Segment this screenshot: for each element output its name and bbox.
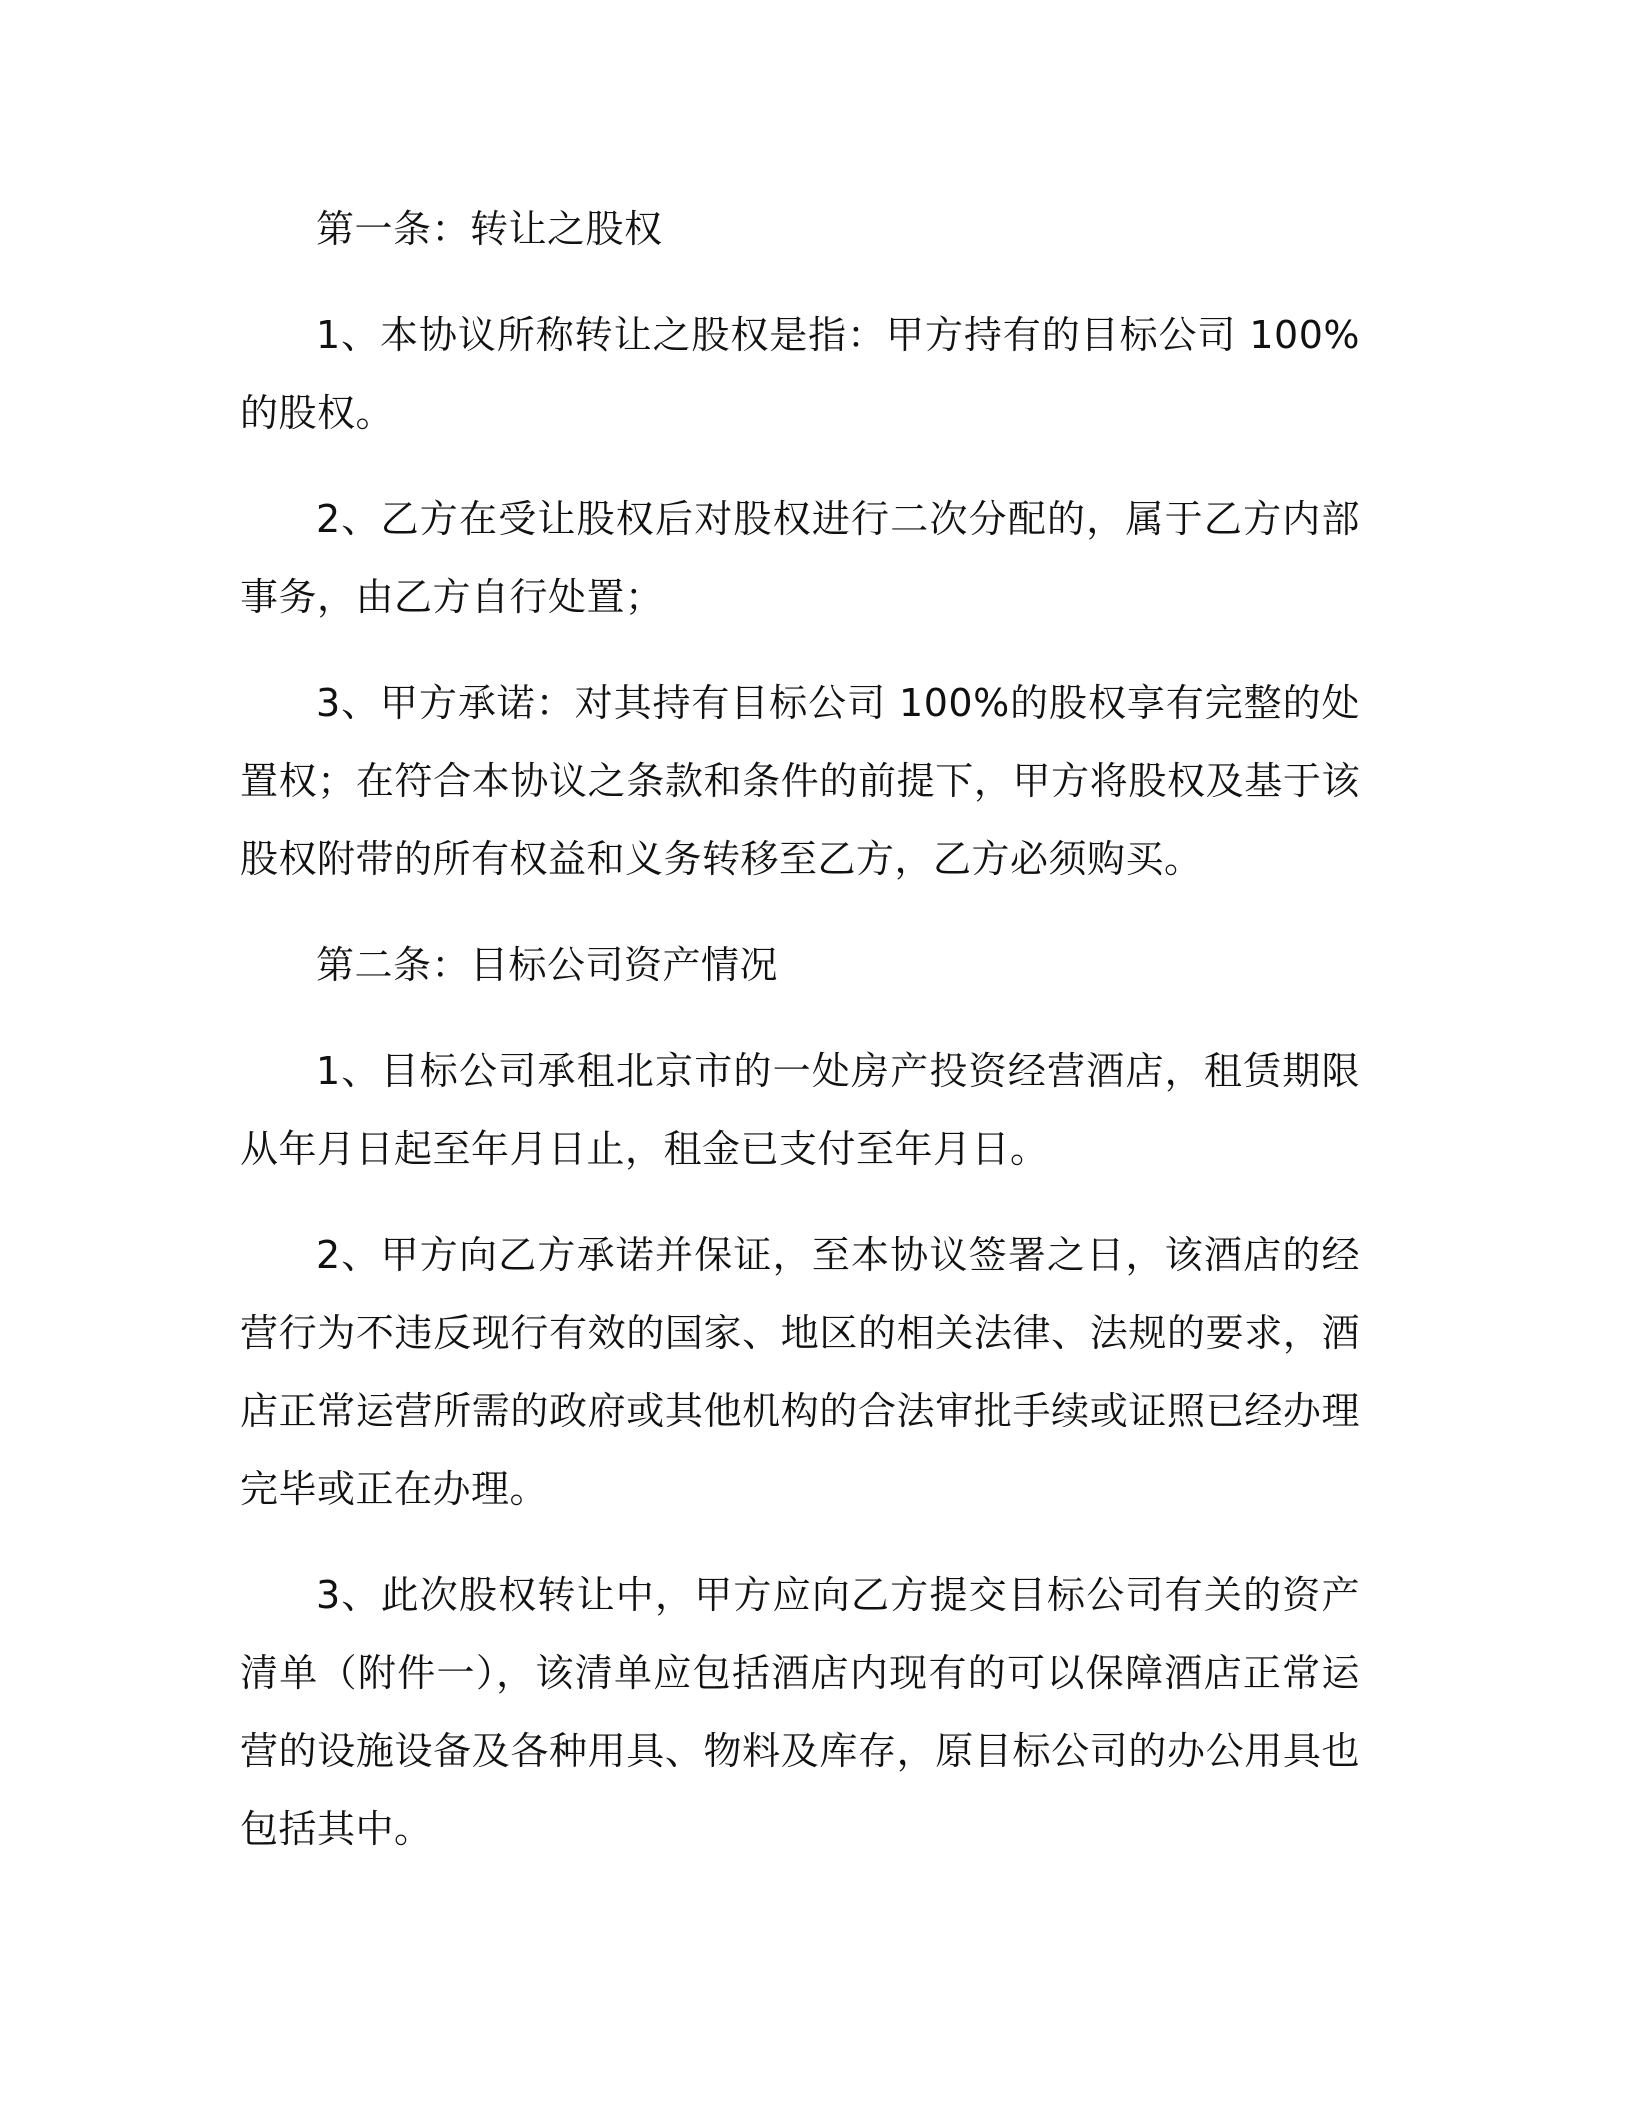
clause-1-1: 1、本协议所称转让之股权是指：甲方持有的目标公司 100%的股权。	[240, 313, 1360, 435]
clause-2-1: 1、目标公司承租北京市的一处房产投资经营酒店，租赁期限从年月日起至年月日止，租金已支付至年月日。	[240, 1049, 1360, 1171]
clause-2-3: 3、此次股权转让中，甲方应向乙方提交目标公司有关的资产清单（附件一），该清单应包括酒店内现有的可以保障酒店正常运营的设施设备及各种用具、物料及库存，原目标公司的办公用具也包括其中。	[240, 1573, 1360, 1851]
clause-1-3: 3、甲方承诺：对其持有目标公司 100%的股权享有完整的处置权；在符合本协议之条款和条件的前提下，甲方将股权及基于该股权附带的所有权益和义务转移至乙方，乙方必须购买。	[240, 681, 1360, 881]
clause-2-2: 2、甲方向乙方承诺并保证，至本协议签署之日，该酒店的经营行为不违反现行有效的国家、地区的相关法律、法规的要求，酒店正常运营所需的政府或其他机构的合法审批手续或证照已经办理完毕或正在办理。	[240, 1233, 1360, 1511]
section-heading-1: 第一条：转让之股权	[316, 207, 663, 251]
section-heading-2: 第二条：目标公司资产情况	[316, 943, 779, 987]
document-body	[240, 190, 1360, 1896]
clause-1-2: 2、乙方在受让股权后对股权进行二次分配的，属于乙方内部事务，由乙方自行处置；	[240, 497, 1360, 619]
